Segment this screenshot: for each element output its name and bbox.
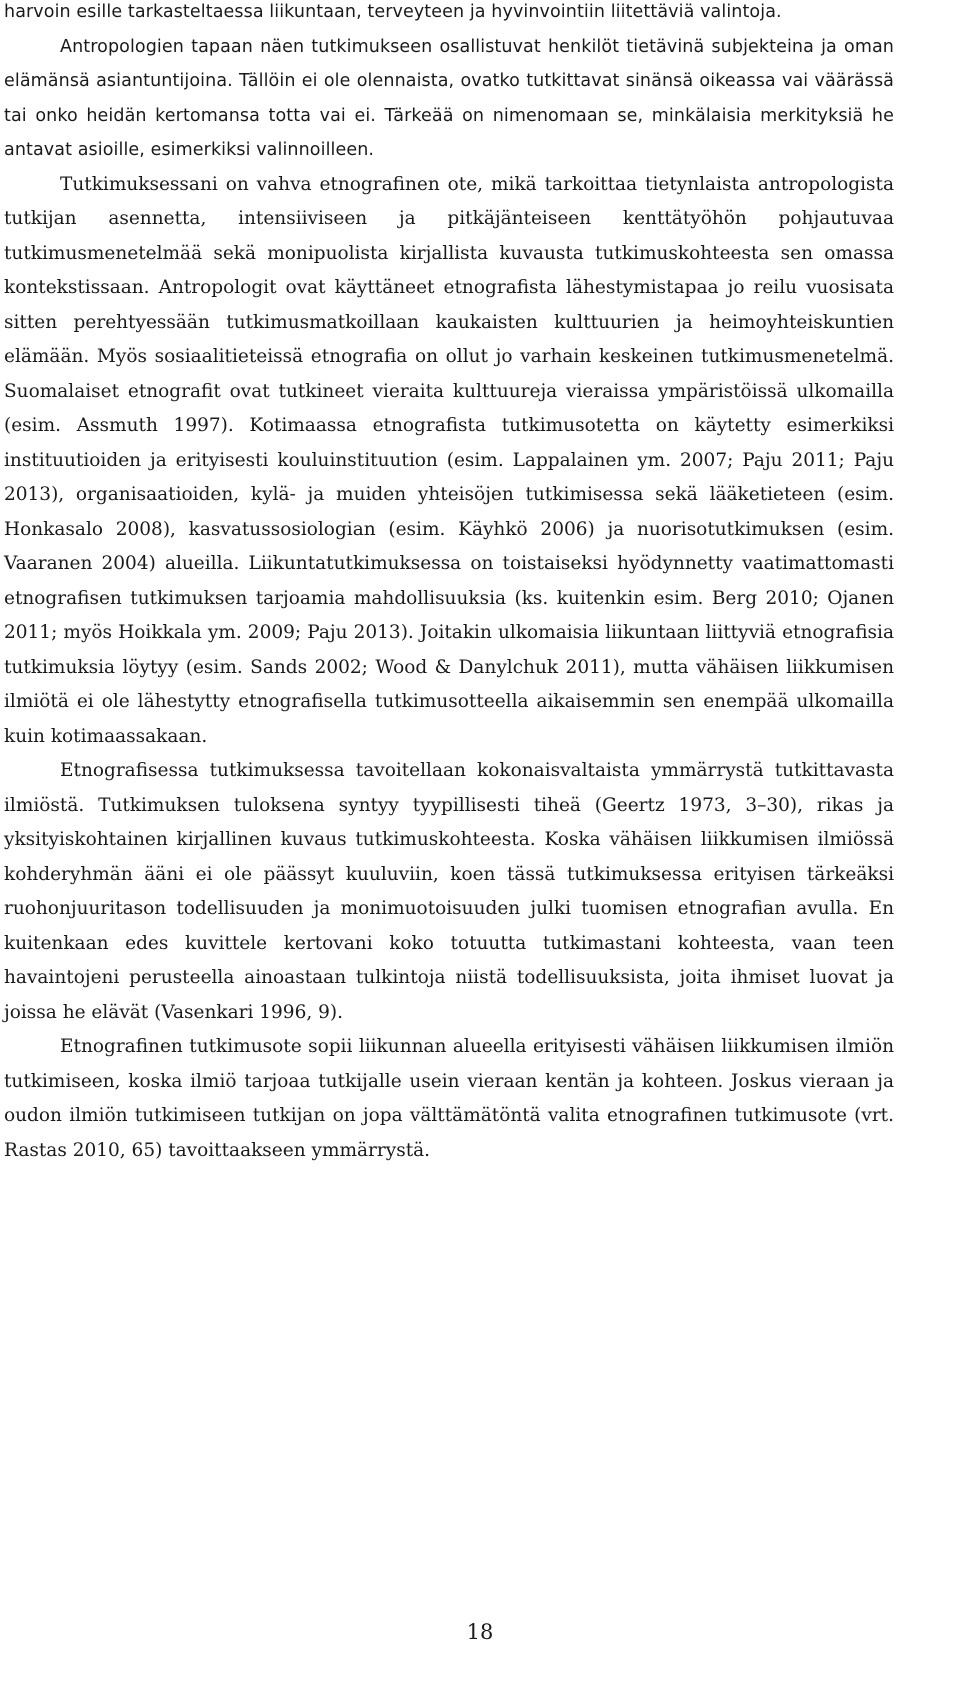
paragraph-2: Antropologien tapaan näen tutkimukseen osallistuvat henkilöt tietävinä subjekteina ja oman elämänsä asiantuntijoina. Tällöin ei ole olennaista, ovatko tutkittavat sinänsä oikeassa vai väärässä tai onko heidän kertomansa totta vai ei. Tärkeää on nimenomaan se, minkälaisia merkityksiä he antavat asioille, esimerkiksi valinnoilleen. bbox=[4, 36, 894, 160]
paragraph-3: Tutkimuksessani on vahva etnografinen ote, mikä tarkoittaa tietynlaista antropologista tutkijan asennetta, intensiiviseen ja pitkäjänteiseen kenttätyöhön pohjautuvaa tutkimusmenetelmää sekä monipuolista kirjallista kuvausta tutkimuskohteesta sen omassa kontekstissaan. Antropologit ovat käyttäneet etnografista lähestymistapaa jo reilu vuosisata sitten perehtyessään tutkimusmatkoillaan kaukaisten kulttuurien ja heimoyhteiskuntien elämään. Myös sosiaalitieteissä etnografia on ollut jo varhain keskeinen tutkimusmenetelmä. Suomalaiset etnografit ovat tutkineet vieraita kulttuureja vieraissa ympäristöissä ulkomailla (esim. Assmuth 1997). Kotimaassa etnografista tutkimusotetta on käytetty esimerkiksi instituutioiden ja erityisesti kouluinstituution (esim. Lappalainen ym. 2007; Paju 2011; Paju 2013), organisaatioiden, kylä- ja muiden yhteisöjen tutkimisessa sekä lääketieteen (esim. Honkasalo 2008), kasvatussosiologian (esim. Käyhkö 2006) ja nuorisotutkimuksen (esim. Vaaranen 2004) alueilla. Liikuntatutkimuksessa on toistaiseksi hyödynnetty vaatimattomasti etnografisen tutkimuksen tarjoamia mahdollisuuksia (ks. kuitenkin esim. Berg 2010; Ojanen 2011; myös Hoikkala ym. 2009; Paju 2013). Joitakin ulkomaisia liikuntaan liittyviä etnografisia tutkimuksia löytyy (esim. Sands 2002; Wood & Danylchuk 2011), mutta vähäisen liikkumisen ilmiötä ei ole lähestytty etnografisella tutkimusotteella aikaisemmin sen enempää ulkomailla kuin kotimaassakaan. bbox=[4, 173, 894, 747]
paragraph-1: harvoin esille tarkasteltaessa liikuntaan, terveyteen ja hyvinvointiin liitettäviä valintoja. bbox=[4, 2, 782, 22]
document-page bbox=[4, 0, 894, 1168]
paragraph-4: Etnografisessa tutkimuksessa tavoitellaan kokonaisvaltaista ymmärrystä tutkittavasta ilmiöstä. Tutkimuksen tuloksena syntyy tyypillisesti tiheä (Geertz 1973, 3–30), rikas ja yksityiskohtainen kirjallinen kuvaus tutkimuskohteesta. Koska vähäisen liikkumisen ilmiössä kohderyhmän ääni ei ole päässyt kuuluviin, koen tässä tutkimuksessa erityisen tärkeäksi ruohonjuuritason todellisuuden ja monimuotoisuuden julki tuomisen etnografian avulla. En kuitenkaan edes kuvittele kertovani koko totuutta tutkimastani kohteesta, vaan teen havaintojeni perusteella ainoastaan tulkintoja niistä todellisuuksista, joita ihmiset luovat ja joissa he elävät (Vasenkari 1996, 9). bbox=[4, 760, 894, 1023]
page-number: 18 bbox=[466, 1620, 494, 1644]
paragraph-5: Etnografinen tutkimusote sopii liikunnan alueella erityisesti vähäisen liikkumisen ilmiön tutkimiseen, koska ilmiö tarjoaa tutkijalle usein vieraan kentän ja kohteen. Joskus vieraan ja oudon ilmiön tutkimiseen tutkijan on jopa välttämätöntä valita etnografinen tutkimusote (vrt. Rastas 2010, 65) tavoittaakseen ymmärrystä. bbox=[4, 1036, 894, 1161]
